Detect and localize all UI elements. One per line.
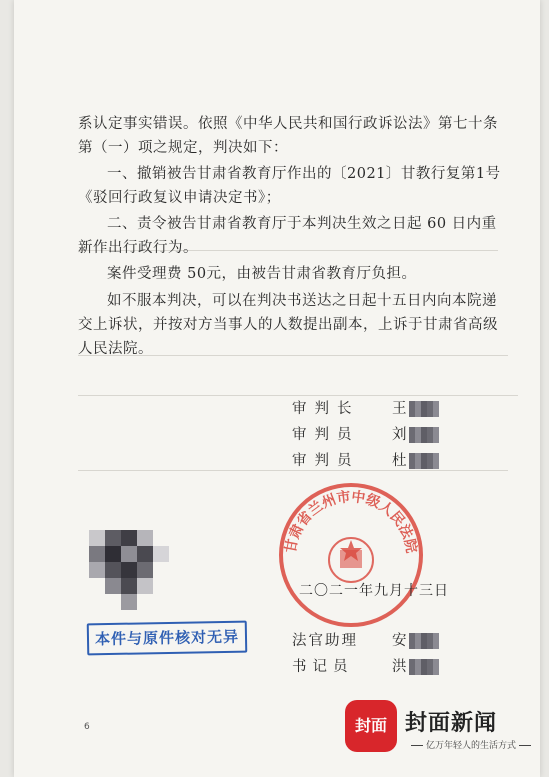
signature-row-judicial-assistant [292, 630, 439, 652]
signature-title: 审判员 [292, 453, 360, 469]
copy-verification-stamp: 本件与原件核对无异 [87, 621, 248, 656]
watermark-slogan: 亿万年轻人的生活方式 [408, 738, 534, 751]
signature-name: 刘 [392, 427, 407, 443]
bleed-through-line [78, 395, 518, 396]
signature-title: 审判员 [292, 427, 360, 443]
cover-news-logo-icon: 封面 [345, 700, 397, 752]
signature-row-judge [292, 450, 439, 472]
document-page [14, 0, 540, 777]
seal-text: 甘肃省兰州市中级人民法院 [282, 489, 420, 555]
watermark-brand: 封面新闻 [405, 711, 498, 736]
pixelated-redaction [89, 530, 169, 610]
redaction-block [409, 659, 439, 675]
signature-name: 安 [392, 633, 407, 649]
paragraph-ruling-item-2: 二、责令被告甘肃省教育厅于本判决生效之日起 60 日内重新作出行政行为。 [78, 216, 497, 256]
paragraph-ruling-item-1: 一、撤销被告甘肃省教育厅作出的〔2021〕甘教行复第1号《驳回行政复议申请决定书》； [78, 166, 501, 206]
paragraph-appeal-notice: 如不服本判决，可以在判决书送达之日起十五日内向本院递交上诉状，并按对方当事人的人数提出副本，上诉于甘肃省高级人民法院。 [78, 293, 498, 357]
signature-title: 书记员 [292, 659, 354, 675]
signature-row-clerk [292, 656, 439, 678]
redaction-block [409, 453, 439, 469]
court-seal [276, 480, 426, 630]
redaction-block [409, 427, 439, 443]
signature-name: 洪 [392, 659, 407, 675]
signature-title: 审判长 [292, 401, 360, 417]
paragraph-case-fee: 案件受理费 50元，由被告甘肃省教育厅负担。 [107, 266, 417, 282]
signature-name: 王 [392, 401, 407, 417]
paragraph-ruling-basis: 系认定事实错误。依照《中华人民共和国行政诉讼法》第七十条第（一）项之规定，判决如下： [78, 116, 498, 156]
signature-name: 杜 [392, 453, 407, 469]
page-number: 6 [84, 722, 90, 732]
judgment-date: 二〇二一年九月十三日 [299, 583, 449, 599]
signature-row-judge [292, 424, 439, 446]
signature-row-chief-judge [292, 398, 439, 420]
redaction-block [409, 401, 439, 417]
redaction-block [409, 633, 439, 649]
signature-title: 法官助理 [292, 633, 358, 649]
